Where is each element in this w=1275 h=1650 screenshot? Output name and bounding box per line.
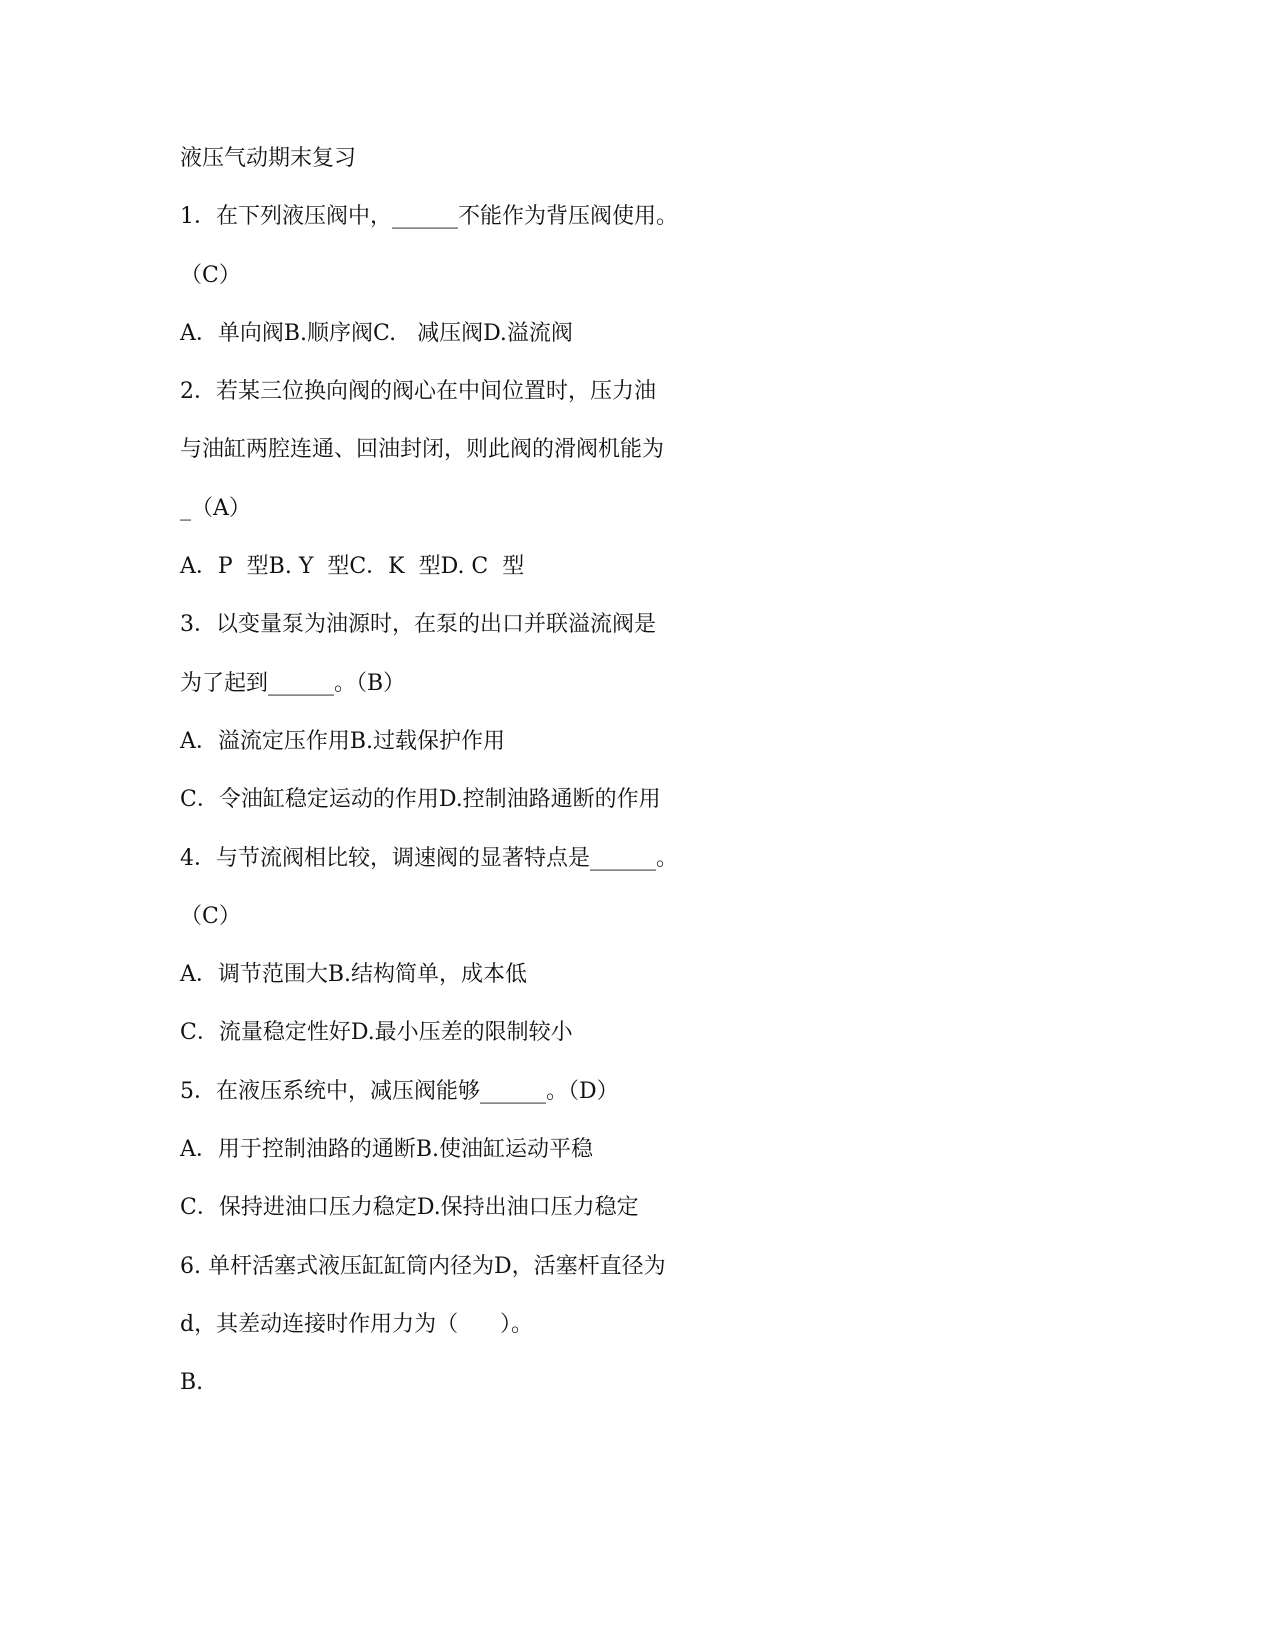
question-3-options-line-1: A．溢流定压作用B.过载保护作用 — [180, 728, 506, 754]
question-4-answer: （C） — [180, 903, 241, 929]
question-5-options-line-1: A．用于控制油路的通断B.使油缸运动平稳 — [180, 1137, 594, 1163]
document-title: 液压气动期末复习 — [180, 146, 357, 171]
question-2-text-line-2: 与油缸两腔连通、回油封闭，则此阀的滑阀机能为 — [180, 437, 665, 463]
question-4-options-line-1: A．调节范围大B.结构简单，成本低 — [180, 962, 528, 988]
question-3-text-line-1: 3．以变量泵为油源时，在泵的出口并联溢流阀是 — [180, 612, 656, 638]
question-6-text-line-1: 6. 单杆活塞式液压缸缸筒内径为D，活塞杆直径为 — [180, 1253, 666, 1279]
question-3-options-line-2: C．令油缸稳定运动的作用D.控制油路通断的作用 — [180, 787, 661, 813]
question-2-text-line-1: 2．若某三位换向阀的阀心在中间位置时，压力油 — [180, 379, 656, 405]
question-3-text-line-2: 为了起到______。（B） — [180, 670, 406, 696]
question-1-text: 1．在下列液压阀中，______不能作为背压阀使用。 — [180, 204, 678, 230]
question-4-options-line-2: C．流量稳定性好D.最小压差的限制较小 — [180, 1020, 573, 1046]
question-5-options-line-2: C．保持进油口压力稳定D.保持出油口压力稳定 — [180, 1195, 639, 1221]
question-5-text: 5．在液压系统中，减压阀能够______。（D） — [180, 1078, 619, 1104]
question-1-answer: （C） — [180, 262, 241, 288]
question-2-answer: _（A） — [180, 495, 251, 521]
question-4-text: 4．与节流阀相比较，调速阀的显著特点是______。 — [180, 845, 678, 871]
question-6-option-b: B. — [180, 1370, 204, 1396]
document-content — [180, 140, 940, 1423]
question-6-text-line-2: d，其差动连接时作用力为（ ）。 — [180, 1311, 534, 1337]
question-1-options: A．单向阀B.顺序阀C. 减压阀D.溢流阀 — [180, 320, 573, 346]
question-2-options: A．P 型B. Y 型C．K 型D. C 型 — [180, 554, 525, 580]
